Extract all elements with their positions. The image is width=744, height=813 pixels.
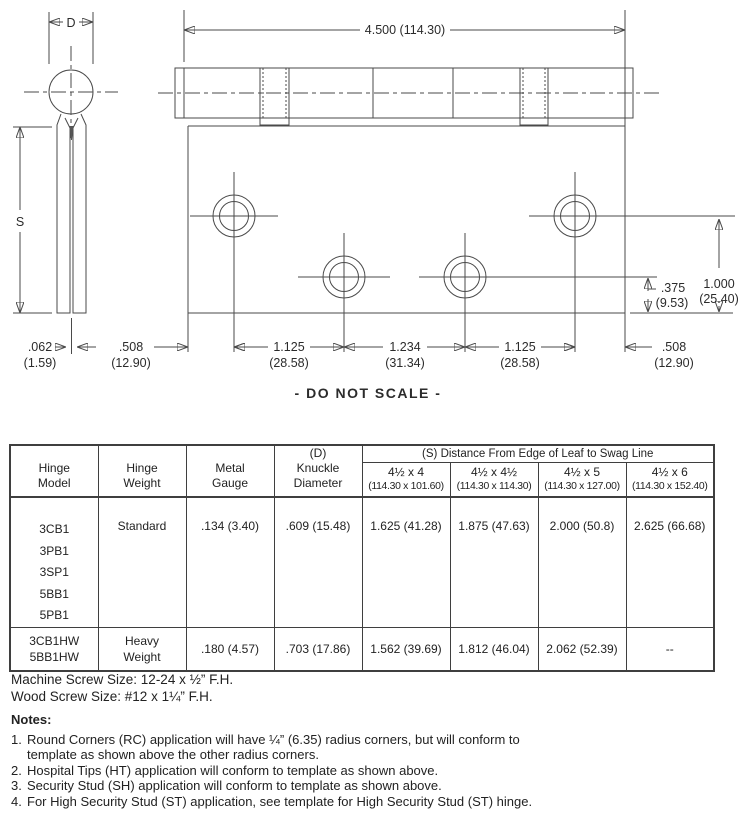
svg-text:(28.58): (28.58) — [269, 356, 309, 370]
cell-s2-heavy: 1.812 (46.04) — [450, 627, 538, 671]
note-3: 3. Security Stud (SH) application will conform to template as shown above. — [11, 778, 442, 793]
cell-weight-heavy: Heavy Weight — [98, 627, 186, 671]
screw-sizes — [11, 672, 233, 705]
cell-knuckle-standard: .609 (15.48) — [274, 497, 362, 627]
right-leaf-edge — [73, 114, 86, 313]
col-header-size-5: 4½ x 5 (114.30 x 127.00) — [538, 463, 626, 497]
svg-text:1.125: 1.125 — [273, 340, 305, 354]
dim-edge-to-hole-right — [551, 340, 694, 370]
note-2: 2. Hospital Tips (HT) application will conform to template as shown above. — [11, 762, 439, 778]
svg-text:.375: .375 — [660, 281, 686, 295]
screw-hole-lower-left — [298, 233, 390, 352]
cell-s4-heavy: -- — [626, 627, 714, 671]
svg-text:(31.34): (31.34) — [385, 356, 425, 370]
svg-text:(25.40): (25.40) — [699, 292, 739, 306]
col-header-hinge-model: Hinge Model — [10, 445, 98, 497]
side-view — [13, 12, 118, 370]
svg-text:1.000: 1.000 — [703, 277, 735, 291]
left-leaf-edge — [57, 114, 70, 313]
cell-gauge-heavy: .180 (4.57) — [186, 627, 274, 671]
front-view — [111, 10, 739, 370]
col-header-size-6: 4½ x 6 (114.30 x 152.40) — [626, 463, 714, 497]
col-header-size-4: 4½ x 4 (114.30 x 101.60) — [362, 463, 450, 497]
cell-knuckle-heavy: .703 (17.86) — [274, 627, 362, 671]
wood-screw-size: Wood Screw Size: #12 x 1¼” F.H. — [11, 688, 213, 704]
notes-section — [11, 712, 532, 809]
spec-table — [9, 444, 715, 672]
cell-s4-standard: 2.625 (66.68) — [626, 497, 714, 627]
screw-hole-upper-right — [529, 172, 735, 352]
barrel — [158, 68, 660, 125]
table-row-heavy-weight — [10, 627, 714, 671]
svg-text:(12.90): (12.90) — [111, 356, 151, 370]
dim-upper-hole-offset — [699, 220, 739, 311]
leaf-plate — [188, 126, 733, 352]
col-header-metal-gauge: Metal Gauge — [186, 445, 274, 497]
dim-lower-hole-offset — [648, 279, 688, 311]
note-1: 1. Round Corners (RC) application will have ¼” (6.35) radius corners, but will conform to template as shown above the other radius corners. — [11, 731, 520, 762]
svg-text:(12.90): (12.90) — [654, 356, 694, 370]
machine-screw-size: Machine Screw Size: 12-24 x ½” F.H. — [11, 672, 234, 687]
cell-models-heavy: 3CB1HW 5BB1HW — [10, 627, 98, 671]
note-4: 4. For High Security Stud (ST) application, see template for High Security Stud (ST) hinge. — [11, 793, 533, 809]
col-header-knuckle-diameter: (D) Knuckle Diameter — [274, 445, 362, 497]
notes-title: Notes: — [11, 712, 52, 727]
dim-overall-width: 4.500 (114.30) — [364, 23, 446, 37]
dim-leaf-thickness-in: .062 — [27, 340, 53, 354]
svg-text:1.234: 1.234 — [389, 340, 421, 354]
dim-knuckle-diameter-label: D — [66, 16, 76, 30]
svg-text:(28.58): (28.58) — [500, 356, 540, 370]
svg-text:1.125: 1.125 — [504, 340, 536, 354]
cell-models-standard: 3CB1 3PB1 3SP1 5BB1 5PB1 — [10, 497, 98, 627]
cell-gauge-standard: .134 (3.40) — [186, 497, 274, 627]
do-not-scale-label: - DO NOT SCALE - — [294, 385, 442, 401]
dim-hole-pitch-right — [466, 340, 574, 370]
screw-hole-upper-left — [190, 172, 278, 352]
screw-hole-lower-right — [419, 233, 657, 352]
cell-s1-standard: 1.625 (41.28) — [362, 497, 450, 627]
cell-s2-standard: 1.875 (47.63) — [450, 497, 538, 627]
dim-hole-pitch-left — [235, 340, 343, 370]
col-header-size-4half: 4½ x 4½ (114.30 x 114.30) — [450, 463, 538, 497]
table-row-standard — [10, 497, 714, 627]
dim-center-pitch — [345, 340, 464, 370]
cell-weight-standard: Standard — [98, 497, 186, 627]
col-header-hinge-weight: Hinge Weight — [98, 445, 186, 497]
dim-leaf-thickness-mm: (1.59) — [23, 356, 57, 370]
svg-text:(9.53): (9.53) — [655, 296, 689, 310]
cell-s3-heavy: 2.062 (52.39) — [538, 627, 626, 671]
cell-s3-standard: 2.000 (50.8) — [538, 497, 626, 627]
svg-text:.508: .508 — [661, 340, 687, 354]
dim-edge-to-hole-left — [111, 340, 258, 370]
dim-swag-distance-label: S — [15, 215, 25, 229]
svg-text:.508: .508 — [118, 340, 144, 354]
cell-s1-heavy: 1.562 (39.69) — [362, 627, 450, 671]
col-header-s-distance-group: (S) Distance From Edge of Leaf to Swag Line — [362, 445, 714, 463]
